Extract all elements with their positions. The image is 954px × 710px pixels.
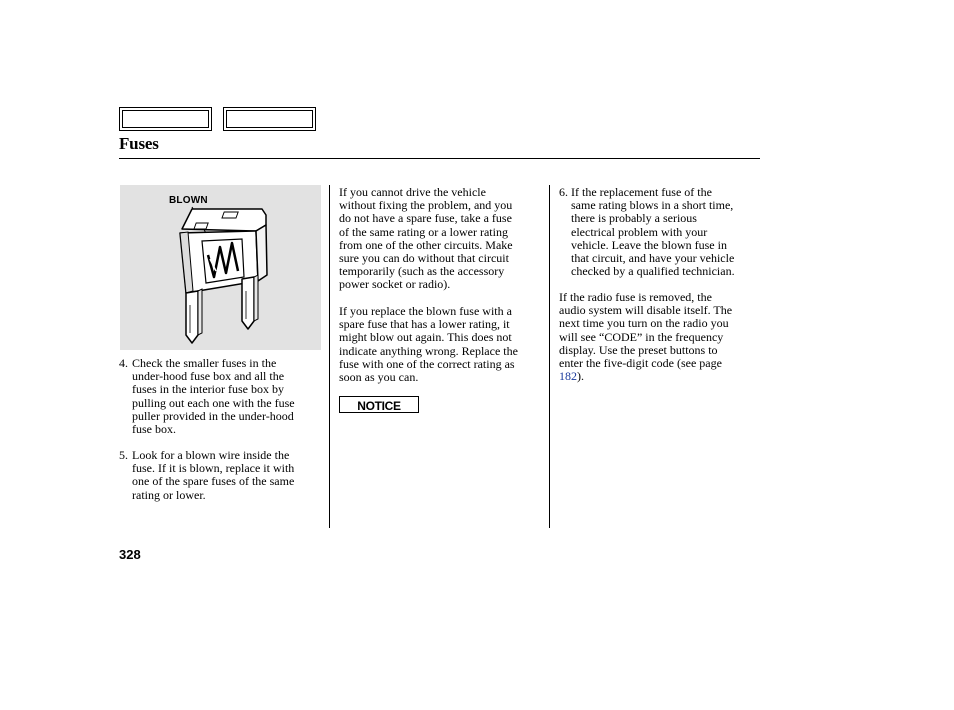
step-text: If the replacement fuse of the same rating blows in a short time, there is probably a serious electrical problem with your vehicle. Leave the blown fuse in that circuit, and have your vehicle checked by a qualified technician.	[571, 185, 735, 279]
blown-label: BLOWN	[169, 195, 208, 206]
step-text: Check the smaller fuses in the under-hood fuse box and all the fuses in the interior fuse box by pulling out each one with the fuse puller provided in the under-hood fuse box.	[132, 356, 295, 437]
page-number: 328	[119, 547, 141, 562]
notice-label: NOTICE	[357, 399, 401, 413]
step-number: 5.	[119, 448, 128, 462]
lower-rating-paragraph: If you replace the blown fuse with a spare fuse that has a lower rating, it might blow out again. This does not indicate anything wrong. Replace the fuse with one of the correct rating as soon as you can.	[339, 304, 518, 385]
radio-paragraph-end: ).	[577, 369, 584, 384]
blown-blade-fuse-illustration	[120, 185, 321, 350]
radio-fuse-paragraph	[559, 291, 759, 383]
notice-badge	[339, 396, 419, 413]
column-divider	[549, 185, 550, 528]
no-spare-fuse-paragraph: If you cannot drive the vehicle without fixing the problem, and you do not have a spare fuse, take a fuse of the same rating or a lower rating from one of the other circuits. Make sure you can do without that circuit temporarily (such as the accessory power socket or radio).	[339, 185, 513, 292]
nav-button-next[interactable]	[223, 107, 316, 131]
nav-button-previous[interactable]	[119, 107, 212, 131]
column-divider	[329, 185, 330, 528]
radio-paragraph-text: If the radio fuse is removed, the audio system will disable itself. The next time you turn on the radio you will see “CODE” in the frequency display. Use the preset buttons to enter the five-digit code (see page	[559, 290, 733, 371]
page-reference-link[interactable]: 182	[559, 369, 577, 384]
step-number: 4.	[119, 356, 128, 370]
step-text: Look for a blown wire inside the fuse. If it is blown, replace it with one of the spare fuses of the same rating or lower.	[132, 448, 295, 502]
page-title: Fuses	[119, 134, 159, 153]
title-divider	[119, 158, 760, 159]
step-number: 6.	[559, 185, 568, 199]
fuse-figure	[120, 185, 321, 350]
